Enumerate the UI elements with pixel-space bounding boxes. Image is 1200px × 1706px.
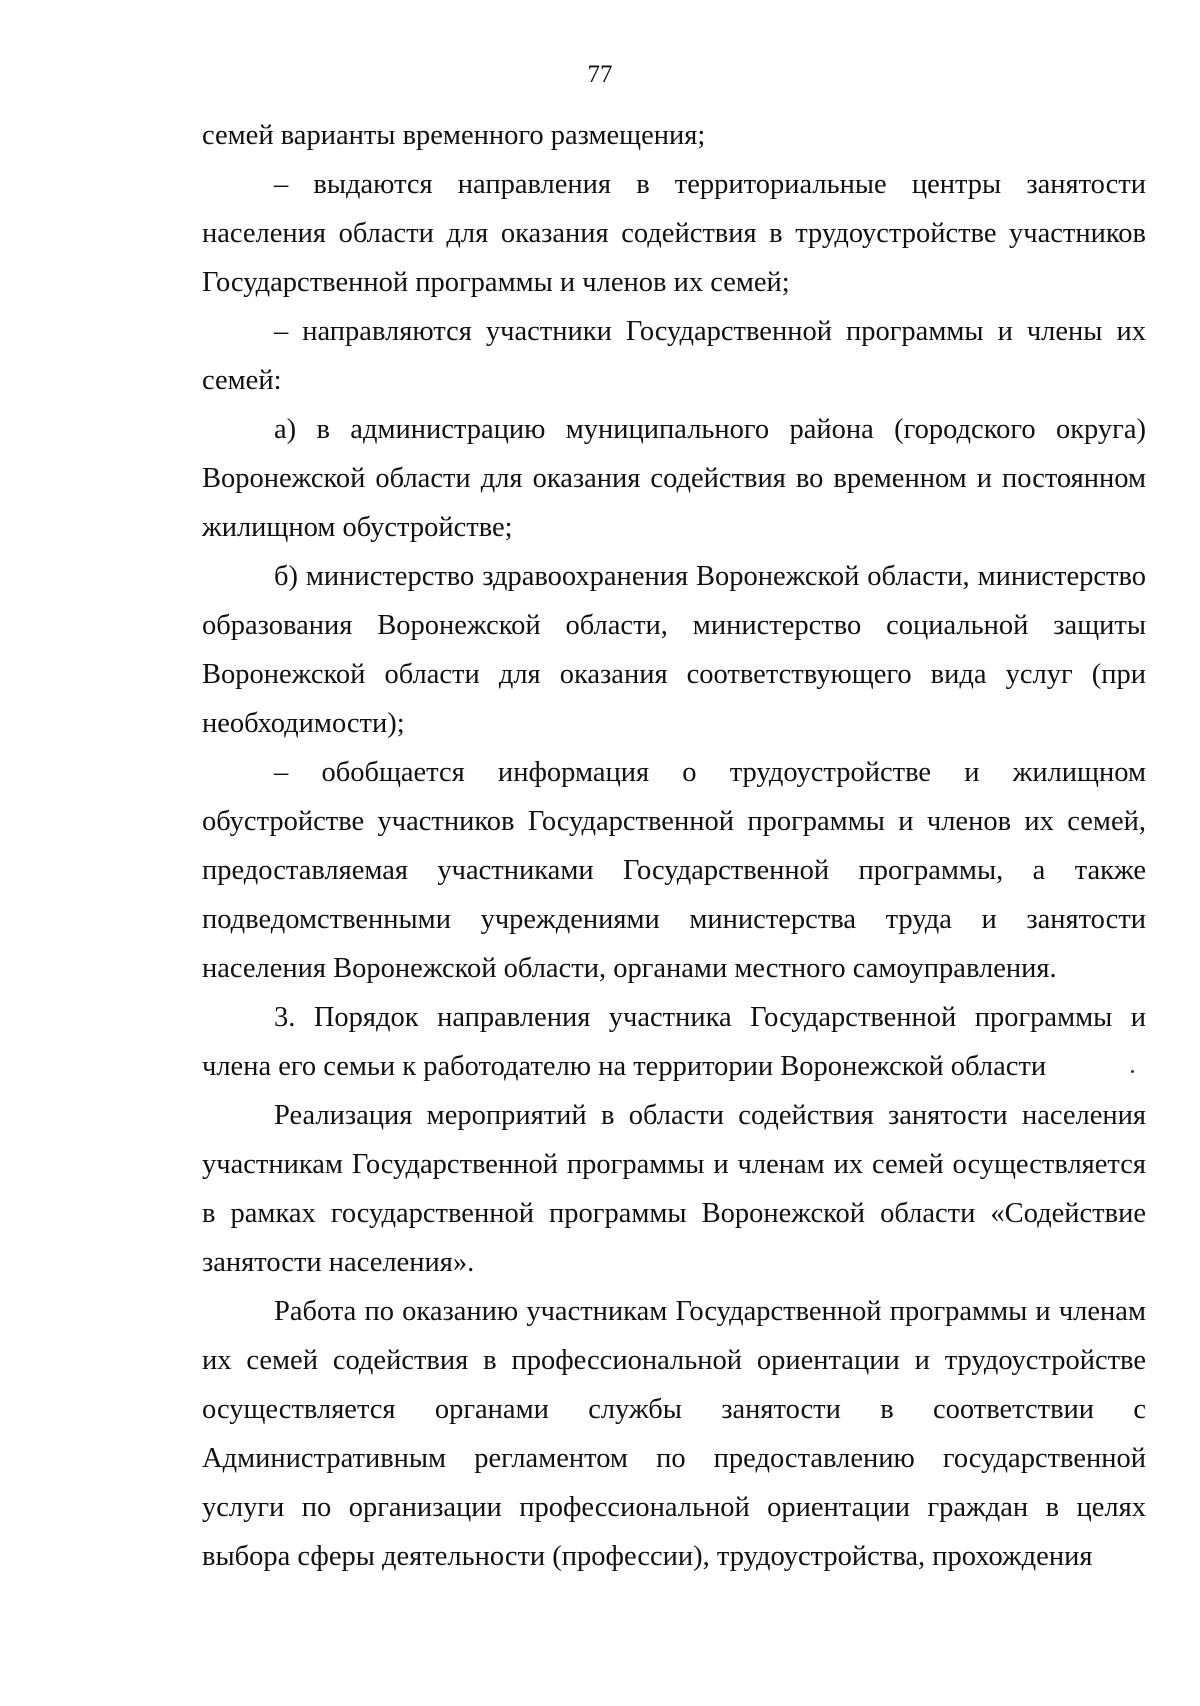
paragraph-list-item-referrals-employment: – выдаются направления в территориальные центры занятости населения области для оказания содействия в трудоустройстве участников Государственной программы и членов их семей; xyxy=(202,169,1146,298)
page-number: 77 xyxy=(587,61,613,88)
paragraph-list-item-participants-directed: – направляются участники Государственной программы и члены их семей: xyxy=(202,316,1146,396)
paragraph-implementation: Реализация мероприятий в области содействия занятости населения участникам Государственной программы и членам их семей осуществляется в рамках государственной программы Воронежской области «Содействие занятости населения». xyxy=(202,1100,1146,1278)
section-heading-3: 3. Порядок направления участника Государственной программы и члена его семьи к работодателю на территории Воронежской области xyxy=(202,1002,1146,1082)
paragraph-continuation: семей варианты временного размещения; xyxy=(202,120,706,151)
paragraph-work-assistance: Работа по оказанию участникам Государственной программы и членам их семей содействия в профессиональной ориентации и трудоустройстве осуществляется органами службы занятости в соответствии с Административным регламентом по предоставлению государственной услуги по организации профессиональной ориентации граждан в целях выбора сферы деятельности (профессии), трудоустройства, прохождения xyxy=(202,1296,1146,1572)
document-body xyxy=(202,111,1146,1581)
scan-speck xyxy=(1131,1070,1134,1073)
paragraph-subitem-a: а) в администрацию муниципального района (городского округа) Воронежской области для оказания содействия во временном и постоянном жилищном обустройстве; xyxy=(202,414,1146,543)
paragraph-subitem-b: б) министерство здравоохранения Воронежской области, министерство образования Воронежской области, министерство социальной защиты Воронежской области для оказания соответствующего вида услуг (при необходимости); xyxy=(202,561,1146,739)
paragraph-list-item-information: – обобщается информация о трудоустройстве и жилищном обустройстве участников Государственной программы и членов их семей, предоставляемая участниками Государственной программы, а также подведомственными учреждениями министерства труда и занятости населения Воронежской области, органами местного самоуправления. xyxy=(202,757,1146,984)
